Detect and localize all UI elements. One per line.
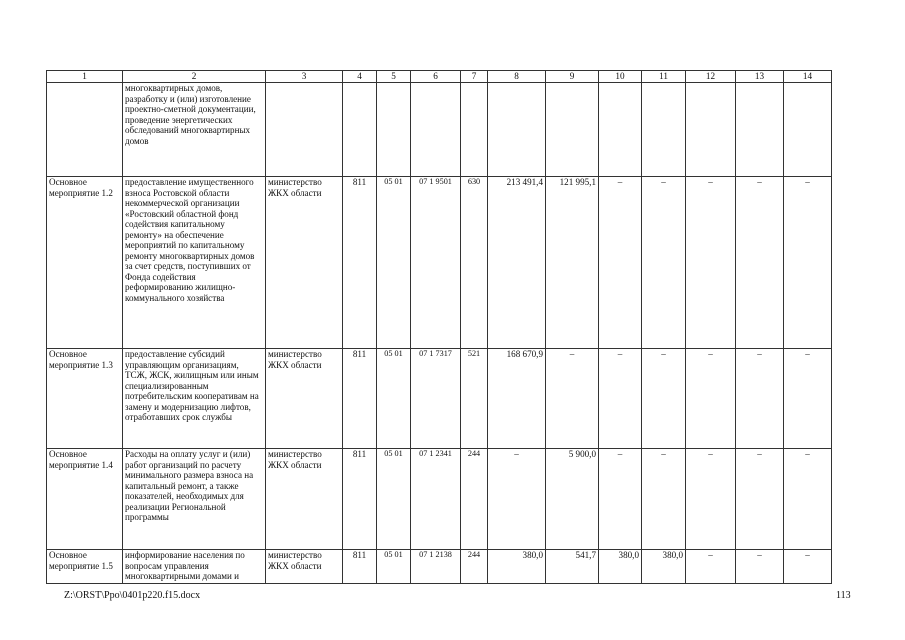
table-cell [488, 83, 546, 177]
cell-value: – [784, 449, 832, 550]
cell-csr: 07 1 2341 [411, 449, 461, 550]
table-row-continuation [47, 83, 832, 177]
cell-value: – [736, 550, 784, 584]
cell-csr: 07 1 9501 [411, 177, 461, 349]
table-cell [377, 83, 411, 177]
table-cell [599, 83, 642, 177]
cell-value: – [642, 449, 686, 550]
table-row [47, 449, 832, 550]
cell-vr: 244 [461, 550, 488, 584]
cell-executor: министерство ЖКХ области [266, 449, 343, 550]
table-cell [266, 83, 343, 177]
column-header: 11 [642, 71, 686, 83]
column-header: 14 [784, 71, 832, 83]
cell-value: – [686, 177, 736, 349]
cell-activity-name: Основное мероприятие 1.3 [47, 349, 123, 449]
cell-value: – [784, 550, 832, 584]
column-header: 8 [488, 71, 546, 83]
table-cell [642, 83, 686, 177]
budget-table [46, 70, 832, 584]
cell-description: Расходы на оплату услуг и (или) работ организаций по расчету минимального размера взноса на капитальный ремонт, а также показателей, необходимых для реализации Региональной программы [123, 449, 266, 550]
cell-vr: 244 [461, 449, 488, 550]
cell-activity-name: Основное мероприятие 1.5 [47, 550, 123, 584]
column-header: 9 [546, 71, 599, 83]
table-cell [686, 83, 736, 177]
cell-value: – [546, 349, 599, 449]
table-cell [411, 83, 461, 177]
cell-value: – [488, 449, 546, 550]
cell-value: 5 900,0 [546, 449, 599, 550]
cell-value: – [599, 349, 642, 449]
footer-file-path: Z:\ORST\Ppo\0401p220.f15.docx [64, 590, 201, 601]
table-cell [736, 83, 784, 177]
cell-value: – [686, 449, 736, 550]
table-row [47, 349, 832, 449]
cell-csr: 07 1 7317 [411, 349, 461, 449]
table-cell [343, 83, 377, 177]
cell-value: – [784, 349, 832, 449]
cell-description: предоставление субсидий управляющим организациям, ТСЖ, ЖСК, жилищным или иным специализированным потребительским кооперативам на замену и модернизацию лифтов, отработавших срок службы [123, 349, 266, 449]
column-header: 2 [123, 71, 266, 83]
header-row [47, 71, 832, 83]
cell-csr: 07 1 2138 [411, 550, 461, 584]
cell-grbs: 811 [343, 449, 377, 550]
cell-value: – [736, 177, 784, 349]
cell-value: – [642, 177, 686, 349]
cell-value: 380,0 [599, 550, 642, 584]
cell-grbs: 811 [343, 349, 377, 449]
table-row [47, 550, 832, 584]
cell-value: – [599, 449, 642, 550]
column-header: 3 [266, 71, 343, 83]
column-header: 12 [686, 71, 736, 83]
column-header: 6 [411, 71, 461, 83]
cell-vr: 521 [461, 349, 488, 449]
cell-activity-name: Основное мероприятие 1.2 [47, 177, 123, 349]
table-cell [461, 83, 488, 177]
cell-executor: министерство ЖКХ области [266, 349, 343, 449]
table-row [47, 177, 832, 349]
cell-value: 541,7 [546, 550, 599, 584]
column-header: 10 [599, 71, 642, 83]
table-cell [784, 83, 832, 177]
cell-executor: министерство ЖКХ области [266, 550, 343, 584]
cell-value: 380,0 [488, 550, 546, 584]
cell-value: – [686, 550, 736, 584]
cell-rzpr: 05 01 [377, 177, 411, 349]
cell-value: 121 995,1 [546, 177, 599, 349]
column-header: 1 [47, 71, 123, 83]
page-number: 113 [836, 590, 851, 601]
cell-description: информирование населения по вопросам управления многоквартирными домами и [123, 550, 266, 584]
column-header: 4 [343, 71, 377, 83]
cell-value: – [642, 349, 686, 449]
cell-value: – [686, 349, 736, 449]
column-header: 13 [736, 71, 784, 83]
cell-rzpr: 05 01 [377, 349, 411, 449]
table-cell [47, 83, 123, 177]
cell-description: предоставление имущественного взноса Ростовской области некоммерческой организации «Ростовский областной фонд содействия капитальному ремонту» на обеспечение мероприятий по капитальному ремонту многоквартирных домов за счет средств, поступивших от Фонда содействия реформированию жилищно-коммунального хозяйства [123, 177, 266, 349]
table-cell [546, 83, 599, 177]
cell-activity-name: Основное мероприятие 1.4 [47, 449, 123, 550]
cell-vr: 630 [461, 177, 488, 349]
cell-value: – [736, 449, 784, 550]
cell-value: – [599, 177, 642, 349]
cell-grbs: 811 [343, 177, 377, 349]
cell-value: – [736, 349, 784, 449]
cell-value: 380,0 [642, 550, 686, 584]
cell-value: – [784, 177, 832, 349]
column-header: 5 [377, 71, 411, 83]
cell-executor: министерство ЖКХ области [266, 177, 343, 349]
cell-value: 168 670,9 [488, 349, 546, 449]
cell-grbs: 811 [343, 550, 377, 584]
cell-description: многоквартирных домов, разработку и (или) изготовление проектно-сметной документации, проведение энергетических обследований многоквартирных домов [123, 83, 266, 177]
column-header: 7 [461, 71, 488, 83]
cell-rzpr: 05 01 [377, 550, 411, 584]
cell-value: 213 491,4 [488, 177, 546, 349]
cell-rzpr: 05 01 [377, 449, 411, 550]
